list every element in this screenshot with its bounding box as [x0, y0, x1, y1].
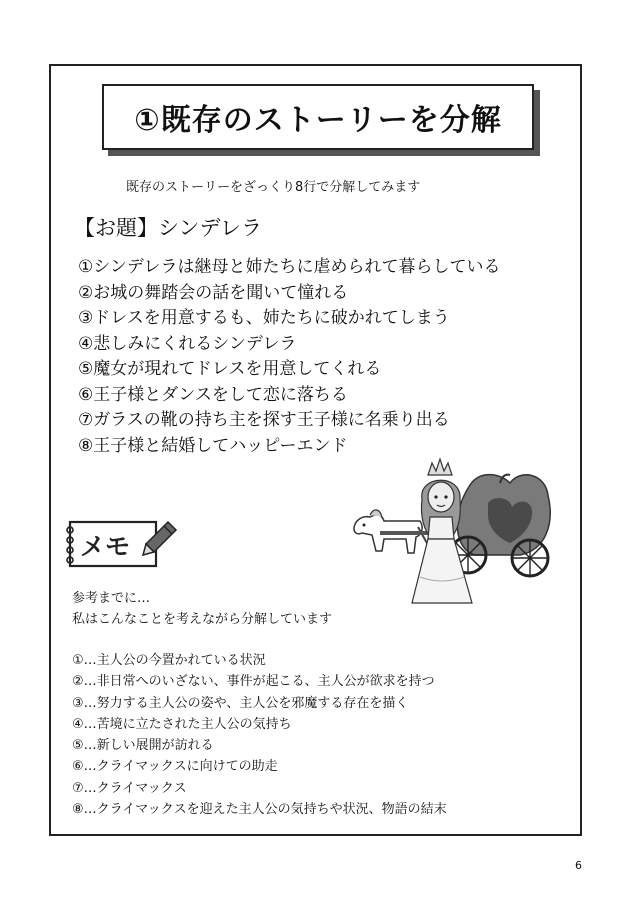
subtitle: 既存のストーリーをざっくり8行で分解してみます — [126, 180, 421, 195]
memo-note: ⑥…クライマックスに向けての助走 — [72, 759, 278, 775]
memo-pad-icon — [66, 516, 178, 570]
topic-heading: 【お題】シンデレラ — [74, 216, 263, 240]
memo-note: ②…非日常へのいざない、事件が起こる、主人公が欲求を持つ — [72, 674, 435, 690]
story-step: ⑧王子様と結婚してハッピーエンド — [78, 435, 348, 456]
title-box — [102, 84, 534, 150]
story-steps-list — [78, 255, 500, 459]
memo-note: ⑤…新しい展開が訪れる — [72, 738, 214, 754]
page-number: 6 — [575, 859, 582, 872]
pony — [354, 510, 430, 553]
story-step: ①シンデレラは継母と姉たちに虐められて暮らしている — [78, 257, 501, 277]
story-step: ⑤魔女が現れてドレスを用意してくれる — [78, 359, 382, 379]
memo-intro — [72, 588, 332, 630]
story-step: ④悲しみにくれるシンデレラ — [78, 333, 297, 354]
memo-label: メモ — [80, 532, 131, 561]
memo-note: ④…苦境に立たされた主人公の気持ち — [72, 716, 292, 732]
memo-note: ⑧…クライマックスを迎えた主人公の気持ちや状況、物語の結末 — [72, 802, 447, 818]
memo-intro-line: 参考までに… — [72, 591, 151, 606]
cinderella-carriage-illustration — [350, 455, 560, 605]
memo-note: ⑦…クライマックス — [72, 780, 187, 796]
memo-note: ①…主人公の今置かれている状況 — [72, 653, 266, 668]
memo-notes-list — [72, 650, 447, 820]
memo-note: ③…努力する主人公の姿や、主人公を邪魔する存在を描く — [72, 695, 409, 711]
pumpkin-carriage — [450, 475, 550, 576]
page-title: ①既存のストーリーを分解 — [134, 103, 502, 138]
story-step: ③ドレスを用意するも、姉たちに破かれてしまう — [78, 308, 450, 328]
story-step: ⑦ガラスの靴の持ち主を探す王子様に名乗り出る — [78, 410, 450, 430]
story-step: ⑥王子様とダンスをして恋に落ちる — [78, 384, 348, 405]
memo-intro-line: 私はこんなことを考えながら分解しています — [72, 612, 333, 627]
story-step: ②お城の舞踏会の話を聞いて憧れる — [78, 282, 349, 303]
